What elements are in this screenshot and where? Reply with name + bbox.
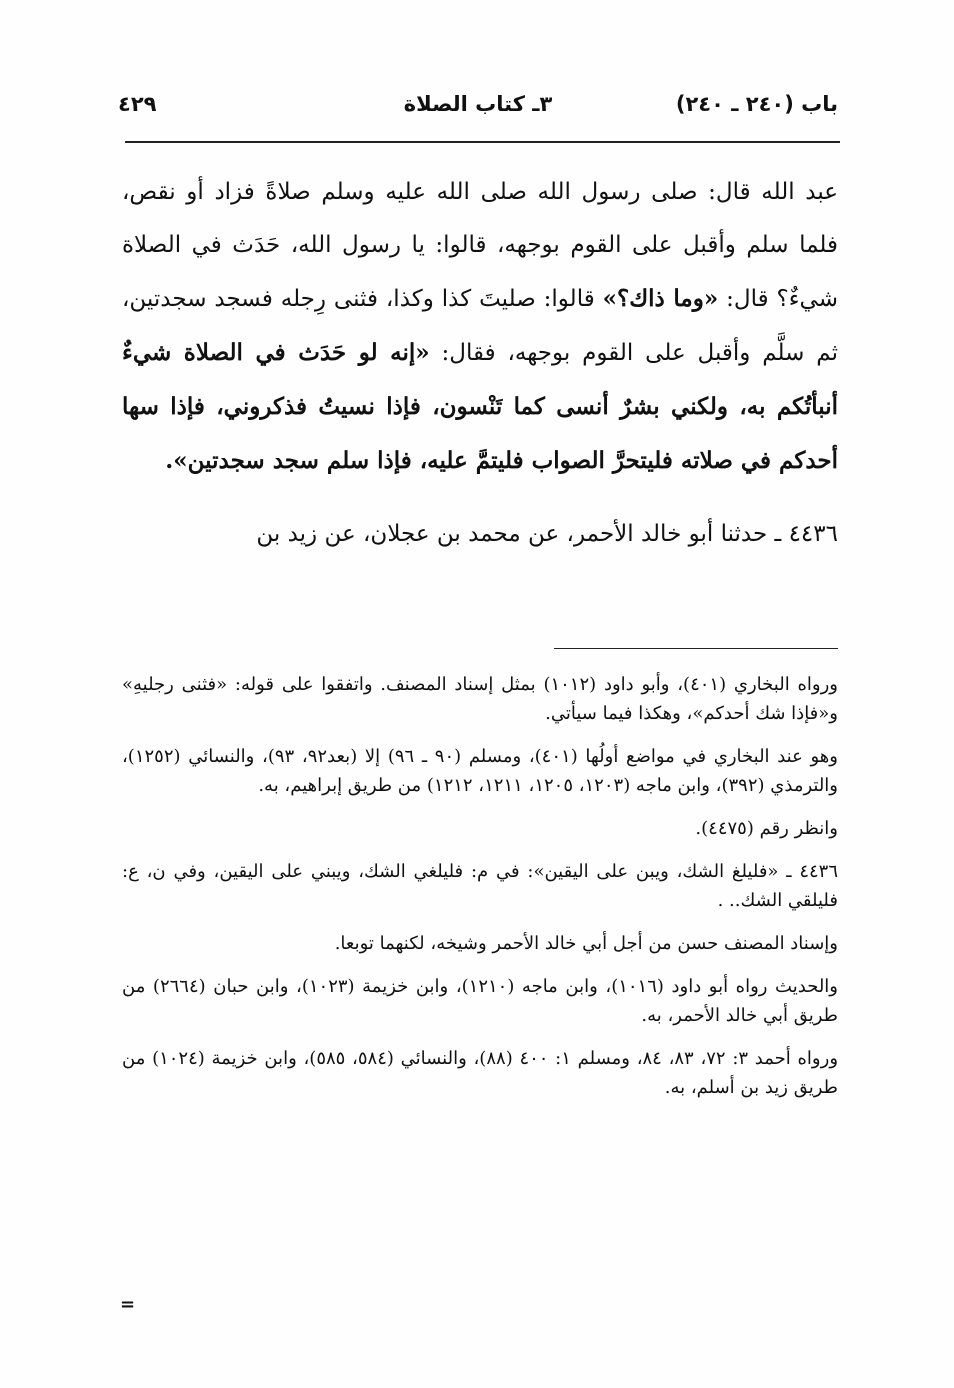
- book-title: ٣ـ كتاب الصلاة: [403, 92, 553, 116]
- main-text: [122, 166, 838, 561]
- footnote-paragraph: ٤٤٣٦ ـ «فليلغ الشك، ويبن على اليقين»: في م: فليلغي الشك، ويبني على اليقين، وفي ن، ع: فليلقي الشك.. .: [122, 861, 838, 911]
- page-number: ٤٢٩: [118, 92, 157, 116]
- footnote-paragraph: ورواه أحمد ٣: ٧٢، ٨٣، ٨٤، ومسلم ١: ٤٠٠ (٨٨)، والنسائي (٥٨٤، ٥٨٥)، وابن خزيمة (١٠٢٤) من طريق زيد بن أسلم، به.: [122, 1048, 839, 1098]
- continuation-mark: =: [120, 1294, 136, 1315]
- narration-text: عبد الله قال: صلى رسول الله صلى الله عليه وسلم صلاةً فزاد أو نقص، فلما سلم وأقبل على القوم بوجهه، قالوا: يا رسول الله، حَدَث في الصلاة شيءٌ؟ قال:: [122, 179, 838, 312]
- footnote-paragraph: وهو عند البخاري في مواضع أولُها (٤٠١)، ومسلم (٩٠ ـ ٩٦) إلا (بعد٩٢، ٩٣)، والنسائي (١٢٥٢)، والترمذي (٣٩٢)، وابن ماجه (١٢٠٣، ١٢٠٥، ١٢١١، ١٢١٢) من طريق إبراهيم، به.: [122, 746, 838, 796]
- hadith-body-paragraph: [122, 166, 838, 488]
- chapter-range: باب (٢٤٠ ـ ٢٤٠): [675, 92, 838, 116]
- prophet-quote-2: «إنه لو حَدَث في الصلاة شيءٌ أنبأتُكم به، ولكني بشرٌ أنسى كما تَنْسون، فإذا نسيتُ فذكروني، فإذا سها أحدكم في صلاته فليتحرَّ الصواب فليتمَّ عليه، فإذا سلم سجد سجدتين».: [122, 339, 838, 474]
- header-rule: [125, 141, 840, 143]
- footnote-paragraph: وإسناد المصنف حسن من أجل أبي خالد الأحمر وشيخه، لكنهما توبعا.: [334, 933, 838, 954]
- narration-text-middle: قالوا: صليتَ كذا وكذا، فثنى رِجله فسجد سجدتين، ثم سلَّم وأقبل على القوم بوجهه، فقال:: [122, 286, 839, 366]
- footnotes: [122, 670, 838, 1116]
- footnote-separator: [554, 648, 838, 649]
- footnote-paragraph: ورواه البخاري (٤٠١)، وأبو داود (١٠١٢) بمثل إسناد المصنف. واتفقوا على قوله: «فثنى رجليهِ» و«فإذا شك أحدكم»، وهكذا فيما سيأتي.: [122, 674, 838, 724]
- running-header: [118, 92, 838, 132]
- prophet-quote-1: «وما ذاك؟»: [602, 285, 719, 312]
- footnote-paragraph: والحديث رواه أبو داود (١٠١٦)، وابن ماجه (١٢١٠)، وابن خزيمة (١٠٢٣)، وابن حبان (٢٦٦٤) من طريق أبي خالد الأحمر، به.: [122, 976, 838, 1026]
- footnote-paragraph: وانظر رقم (٤٤٧٥).: [695, 818, 838, 839]
- hadith-4436-start: ٤٤٣٦ ـ حدثنا أبو خالد الأحمر، عن محمد بن عجلان، عن زيد بن: [256, 521, 838, 547]
